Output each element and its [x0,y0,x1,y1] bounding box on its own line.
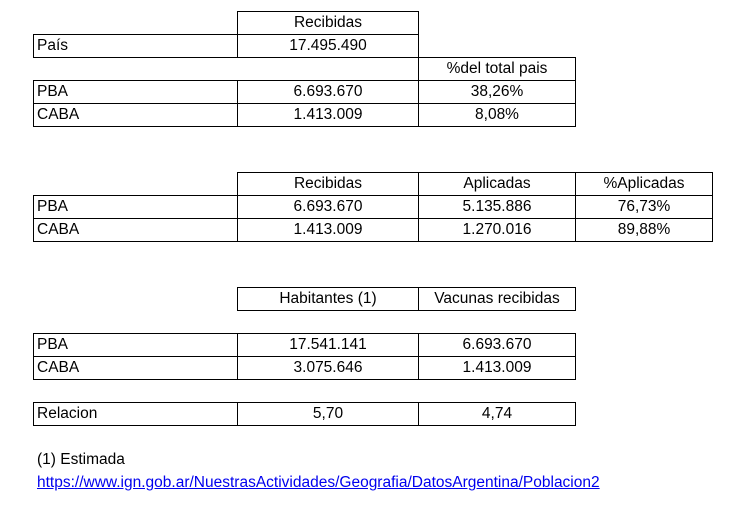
t3-row-pba-vacunas: 6.693.670 [418,333,576,357]
t3-header-vacunas: Vacunas recibidas [418,287,576,311]
t1-row-pba-pct: 38,26% [418,80,576,104]
footnote-link[interactable]: https://www.ign.gob.ar/NuestrasActividades/Geografia/DatosArgentina/Poblacion2 [37,474,600,491]
t2-header-pct-aplicadas: %Aplicadas [575,172,713,196]
t1-row-caba-label: CABA [33,103,238,127]
t2-header-recibidas: Recibidas [237,172,419,196]
t1-header-pct: %del total pais [418,57,576,81]
t2-header-aplicadas: Aplicadas [418,172,576,196]
t3-relacion-vacunas: 4,74 [418,402,576,426]
t1-row-pba-recibidas: 6.693.670 [237,80,419,104]
t1-row-caba-pct: 8,08% [418,103,576,127]
t3-relacion-habitantes: 5,70 [237,402,419,426]
footnote-text: (1) Estimada [37,451,125,468]
t3-row-pba-label: PBA [33,333,238,357]
t2-row-pba-label: PBA [33,195,238,219]
t3-row-pba-habitantes: 17.541.141 [237,333,419,357]
t2-row-caba-recibidas: 1.413.009 [237,218,419,242]
t2-row-caba-aplicadas: 1.270.016 [418,218,576,242]
t3-row-caba-vacunas: 1.413.009 [418,356,576,380]
t1-header-recibidas: Recibidas [237,11,419,35]
t3-row-caba-habitantes: 3.075.646 [237,356,419,380]
t2-row-pba-aplicadas: 5.135.886 [418,195,576,219]
t2-row-caba-pct: 89,88% [575,218,713,242]
t1-row-pba-label: PBA [33,80,238,104]
t2-row-caba-label: CABA [33,218,238,242]
t1-row-caba-recibidas: 1.413.009 [237,103,419,127]
t1-pais-value: 17.495.490 [237,34,419,58]
t1-pais-label: País [33,34,238,58]
t3-header-habitantes: Habitantes (1) [237,287,419,311]
t3-row-caba-label: CABA [33,356,238,380]
t3-relacion-label: Relacion [33,402,238,426]
t2-row-pba-pct: 76,73% [575,195,713,219]
t2-row-pba-recibidas: 6.693.670 [237,195,419,219]
